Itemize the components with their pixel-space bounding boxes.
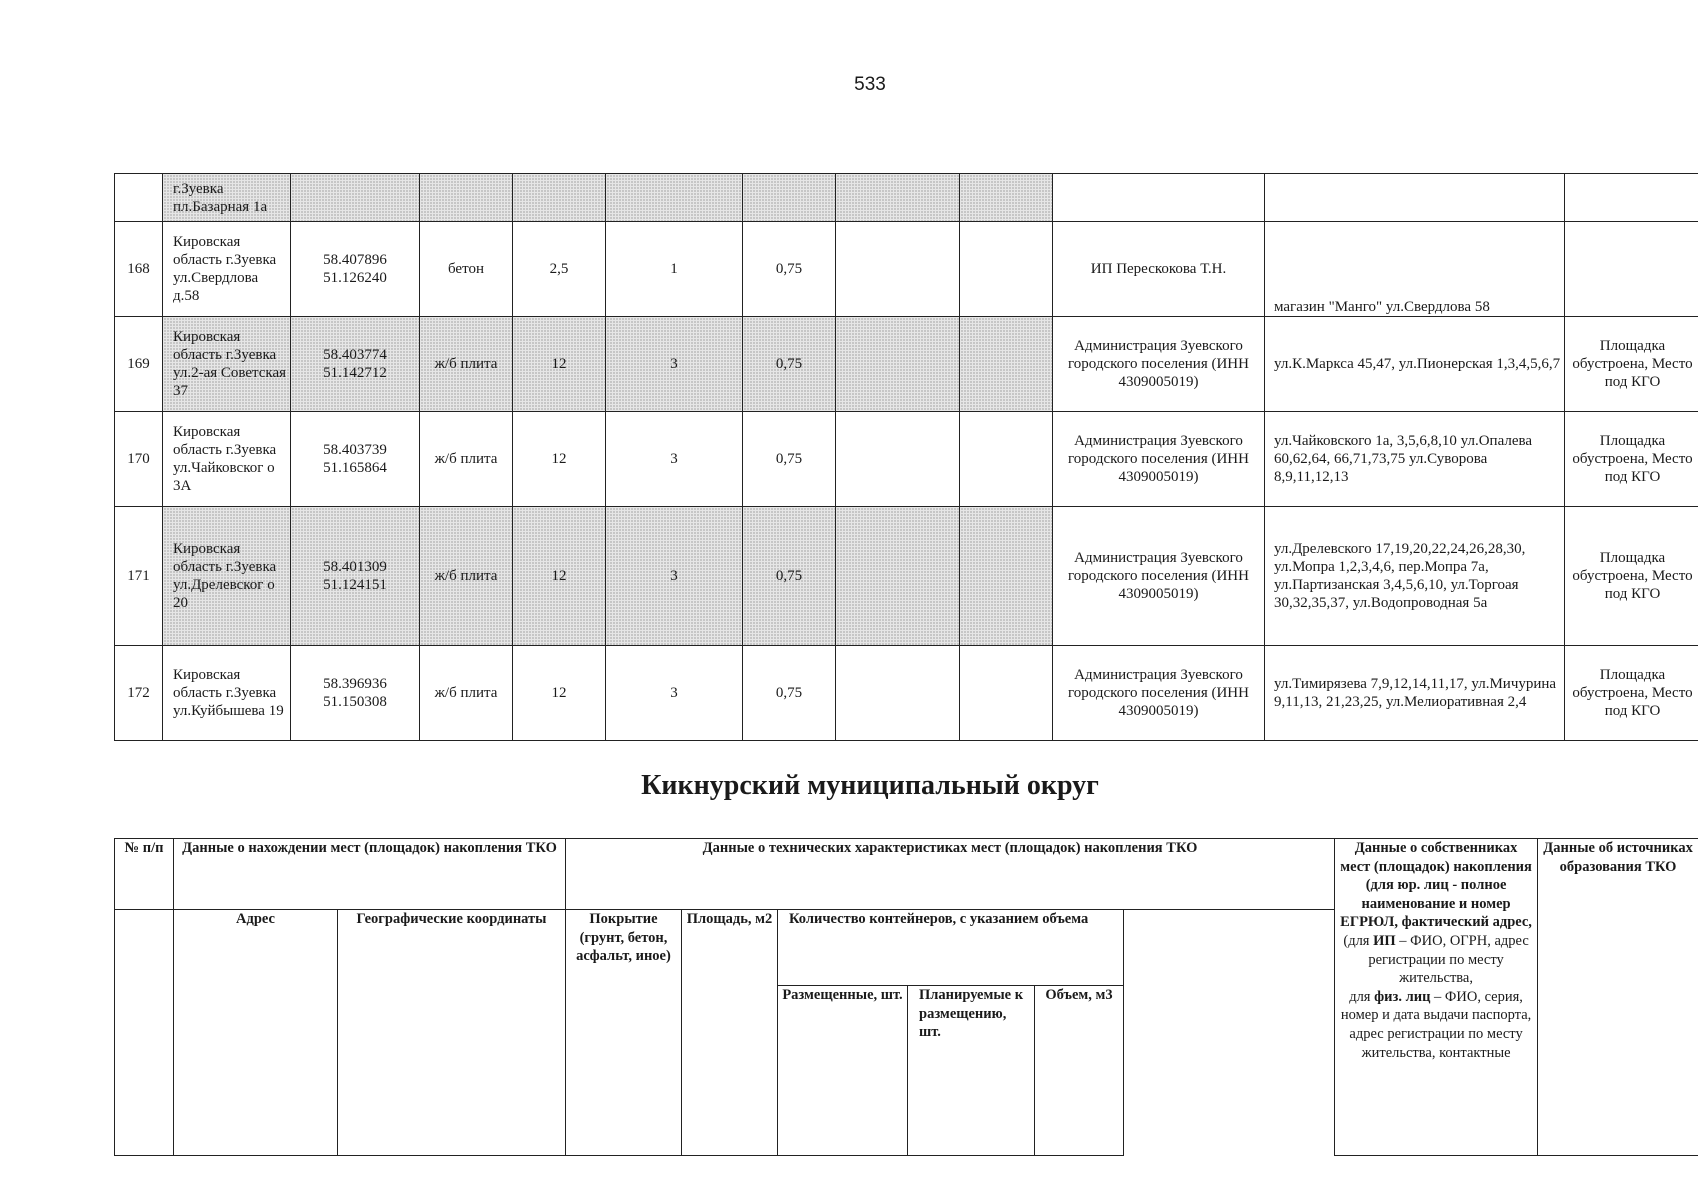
decision-cell: Площадка обустроена, Место под КГО [1565,412,1698,507]
cover-cell: ж/б плита [420,412,513,507]
sources-cell: ул.Тимирязева 7,9,12,14,11,17, ул.Мичурина 9,11,13, 21,23,25, ул.Мелиоративная 2,4 [1265,646,1565,741]
coords-cell: 58.396936 51.150308 [291,646,420,741]
owner-cell: ИП Перескокова Т.Н. [1053,222,1265,317]
placed-cell: 3 [606,412,743,507]
planned-cell [836,412,960,507]
placed-cell: 1 [606,222,743,317]
area-cell: 2,5 [513,222,606,317]
extra-cell [960,174,1053,222]
extra-cell [960,507,1053,646]
owner-header-legal: (для юр. лиц - полное наименование и номер ЕГРЮЛ, фактический адрес, [1340,877,1532,931]
coords-cell: 58.401309 51.124151 [291,507,420,646]
area-cell: 12 [513,646,606,741]
sources-cell: ул.Дрелевского 17,19,20,22,24,26,28,30, ул.Мопра 1,2,3,4,6, пер.Мопра 7а, ул.Партизанская 3,4,5,6,10, ул.Торгоая 30,32,35,37, ул.Водопроводная 5а [1265,507,1565,646]
cover-header: Покрытие (грунт, бетон, асфальт, иное) [566,910,682,1156]
location-group-header: Данные о нахождении мест (площадок) накопления ТКО [174,839,566,910]
tech-group-header: Данные о технических характеристиках мест (площадок) накопления ТКО [566,839,1335,910]
table-row [115,317,1698,412]
decision-cell [1565,222,1698,317]
area-cell: 12 [513,412,606,507]
address-cell: Кировская область г.Зуевка ул.Чайковског о 3А [163,412,291,507]
table-row [115,412,1698,507]
sources-cell: магазин "Манго" ул.Свердлова 58 [1265,222,1565,317]
address-cell: Кировская область г.Зуевка ул.Свердлова д.58 [163,222,291,317]
planned-cell [836,317,960,412]
volume-cell: 0,75 [743,412,836,507]
coords-cell: 58.407896 51.126240 [291,222,420,317]
row-number: 172 [115,646,163,741]
planned-cell [836,646,960,741]
owner-cell [1053,174,1265,222]
row-number: 168 [115,222,163,317]
decision-cell: Площадка обустроена, Место под КГО [1565,646,1698,741]
header-row [115,839,1698,910]
coords-cell [291,174,420,222]
address-header: Адрес [174,910,338,1156]
volume-cell [743,174,836,222]
area-header: Площадь, м2 [682,910,778,1156]
decision-cell [1565,174,1698,222]
decision-cell: Площадка обустроена, Место под КГО [1565,507,1698,646]
extra-cell [960,222,1053,317]
placed-cell: 3 [606,317,743,412]
cover-cell: ж/б плита [420,507,513,646]
table-row [115,507,1698,646]
address-cell: Кировская область г.Зуевка ул.2-ая Советская 37 [163,317,291,412]
placed-cell: 3 [606,646,743,741]
owner-header-person: для физ. лиц – ФИО, серия, номер и дата выдачи паспорта, адрес регистрации по месту жительства, контактные [1340,988,1532,1061]
area-cell [513,174,606,222]
num-header: № п/п [115,839,174,910]
extra-cell [960,317,1053,412]
volume-cell: 0,75 [743,507,836,646]
coords-header: Географические координаты [338,910,566,1156]
coords-cell: 58.403774 51.142712 [291,317,420,412]
address-cell: г.Зуевка пл.Базарная 1а [163,174,291,222]
extra-cell [960,412,1053,507]
cover-cell: ж/б плита [420,317,513,412]
containers-header: Количество контейнеров, с указанием объема [778,910,1124,986]
address-cell: Кировская область г.Зуевка ул.Куйбышева 19 [163,646,291,741]
extra-cell [960,646,1053,741]
cover-cell: ж/б плита [420,646,513,741]
volume-header: Объем, м3 [1035,986,1124,1156]
cover-cell [420,174,513,222]
row-number: 170 [115,412,163,507]
table-row [115,174,1698,222]
placed-header: Размещенные, шт. [778,986,908,1156]
sources-cell: ул.К.Маркса 45,47, ул.Пионерская 1,3,4,5,6,7 [1265,317,1565,412]
sources-header: Данные об источниках образования ТКО [1538,839,1698,1156]
owner-cell: Администрация Зуевского городского поселения (ИНН 4309005019) [1053,507,1265,646]
planned-cell [836,174,960,222]
row-number: 169 [115,317,163,412]
cover-cell: бетон [420,222,513,317]
num-subheader [115,910,174,1156]
owner-header [1335,839,1538,1156]
placed-cell [606,174,743,222]
section-title: Кикнурский муниципальный округ [641,770,1099,801]
row-number: 171 [115,507,163,646]
owner-header-title: Данные о собственниках мест (площадок) накопления [1340,840,1532,875]
address-cell: Кировская область г.Зуевка ул.Дрелевског о 20 [163,507,291,646]
row-number [115,174,163,222]
owner-cell: Администрация Зуевского городского поселения (ИНН 4309005019) [1053,317,1265,412]
owner-header-ip: (для ИП – ФИО, ОГРН, адрес регистрации по месту жительства, [1343,932,1529,987]
planned-header: Планируемые к размещению, шт. [908,986,1035,1156]
sources-cell [1265,174,1565,222]
placed-cell: 3 [606,507,743,646]
sources-cell: ул.Чайковского 1а, 3,5,6,8,10 ул.Опалева 60,62,64, 66,71,73,75 ул.Суворова 8,9,11,12,13 [1265,412,1565,507]
planned-cell [836,222,960,317]
volume-cell: 0,75 [743,222,836,317]
planned-cell [836,507,960,646]
table-row [115,646,1698,741]
owner-cell: Администрация Зуевского городского поселения (ИНН 4309005019) [1053,412,1265,507]
area-cell: 12 [513,507,606,646]
table-row [115,222,1698,317]
owner-cell: Администрация Зуевского городского поселения (ИНН 4309005019) [1053,646,1265,741]
registry-table [114,173,1698,741]
volume-cell: 0,75 [743,317,836,412]
page-number: 533 [854,74,886,95]
area-cell: 12 [513,317,606,412]
coords-cell: 58.403739 51.165864 [291,412,420,507]
decision-cell: Площадка обустроена, Место под КГО [1565,317,1698,412]
volume-cell: 0,75 [743,646,836,741]
header-table [114,838,1698,1156]
